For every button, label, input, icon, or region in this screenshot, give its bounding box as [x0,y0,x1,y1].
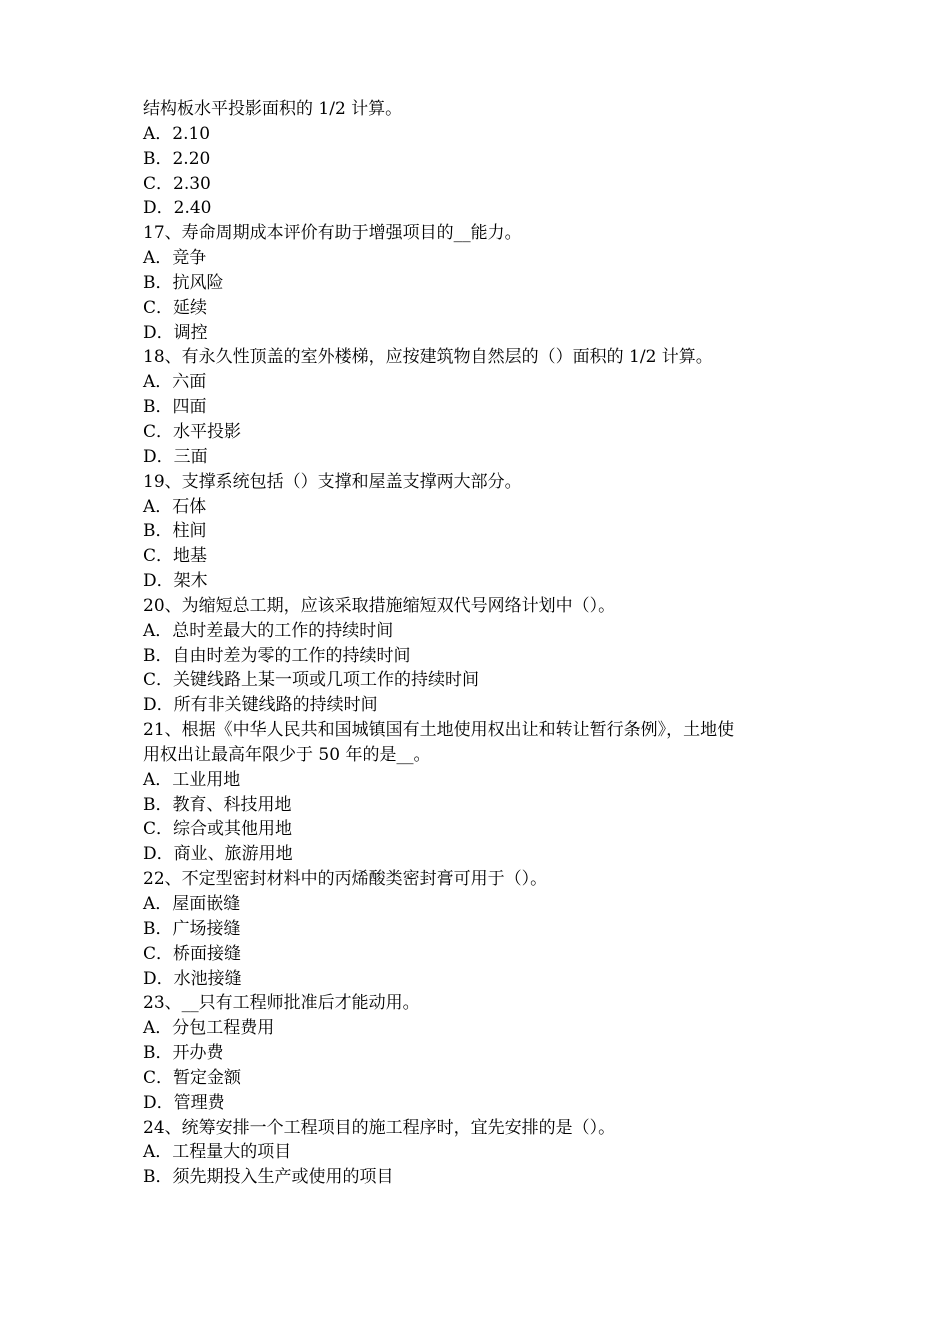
option-line: C．关键线路上某一项或几项工作的持续时间 [143,670,480,691]
option-line: A．2.10 [143,123,211,144]
document-page [143,97,823,1190]
option-line: D．架木 [143,571,208,592]
option-line: A．分包工程费用 [143,1018,275,1039]
text-line: 结构板水平投影面积的 1/2 计算。 [143,99,403,119]
question-17: 17、寿命周期成本评价有助于增强项目的__能力。 [143,223,522,244]
option-line: A．工业用地 [143,769,241,790]
option-line: D．调控 [143,322,208,343]
option-line: A．竞争 [143,248,207,269]
question-21: 21、根据《中华人民共和国城镇国有土地使用权出让和转让暂行条例》，土地使 [143,720,735,741]
question-21-continued: 用权出让最高年限少于 50 年的是__。 [143,744,431,765]
option-line: C．2.30 [143,173,211,194]
option-line: B．须先期投入生产或使用的项目 [143,1167,394,1188]
option-line: D．三面 [143,446,208,467]
option-line: D．商业、旅游用地 [143,844,293,865]
option-line: A．屋面嵌缝 [143,894,241,914]
option-line: C．桥面接缝 [143,943,242,964]
option-line: B．自由时差为零的工作的持续时间 [143,645,411,666]
option-line: B．开办费 [143,1043,224,1064]
option-line: A．六面 [143,372,207,393]
question-22: 22、不定型密封材料中的丙烯酸类密封膏可用于（）。 [143,869,548,890]
option-line: D．管理费 [143,1092,225,1113]
question-18: 18、有永久性顶盖的室外楼梯，应按建筑物自然层的（）面积的 1/2 计算。 [143,347,713,368]
option-line: A．工程量大的项目 [143,1142,292,1163]
option-line: C．水平投影 [143,421,242,442]
question-23: 23、__只有工程师批准后才能动用。 [143,993,420,1014]
option-line: B．2.20 [143,148,211,169]
option-line: A．总时差最大的工作的持续时间 [143,620,394,641]
option-line: C．地基 [143,546,208,567]
option-line: C．综合或其他用地 [143,819,293,840]
option-line: D．2.40 [143,198,212,219]
question-24: 24、统筹安排一个工程项目的施工程序时，宜先安排的是（）。 [143,1117,616,1138]
option-line: B．教育、科技用地 [143,794,292,815]
question-19: 19、支撑系统包括（）支撑和屋盖支撑两大部分。 [143,471,522,492]
option-line: D．所有非关键线路的持续时间 [143,695,378,716]
option-line: C．暂定金额 [143,1067,242,1088]
option-line: A．石体 [143,496,207,517]
option-line: B．四面 [143,397,207,418]
question-20: 20、为缩短总工期，应该采取措施缩短双代号网络计划中（）。 [143,595,616,616]
option-line: D．水池接缝 [143,968,242,989]
option-line: C．延续 [143,297,208,318]
option-line: B．广场接缝 [143,918,241,939]
option-line: B．柱间 [143,521,207,542]
option-line: B．抗风险 [143,272,224,293]
